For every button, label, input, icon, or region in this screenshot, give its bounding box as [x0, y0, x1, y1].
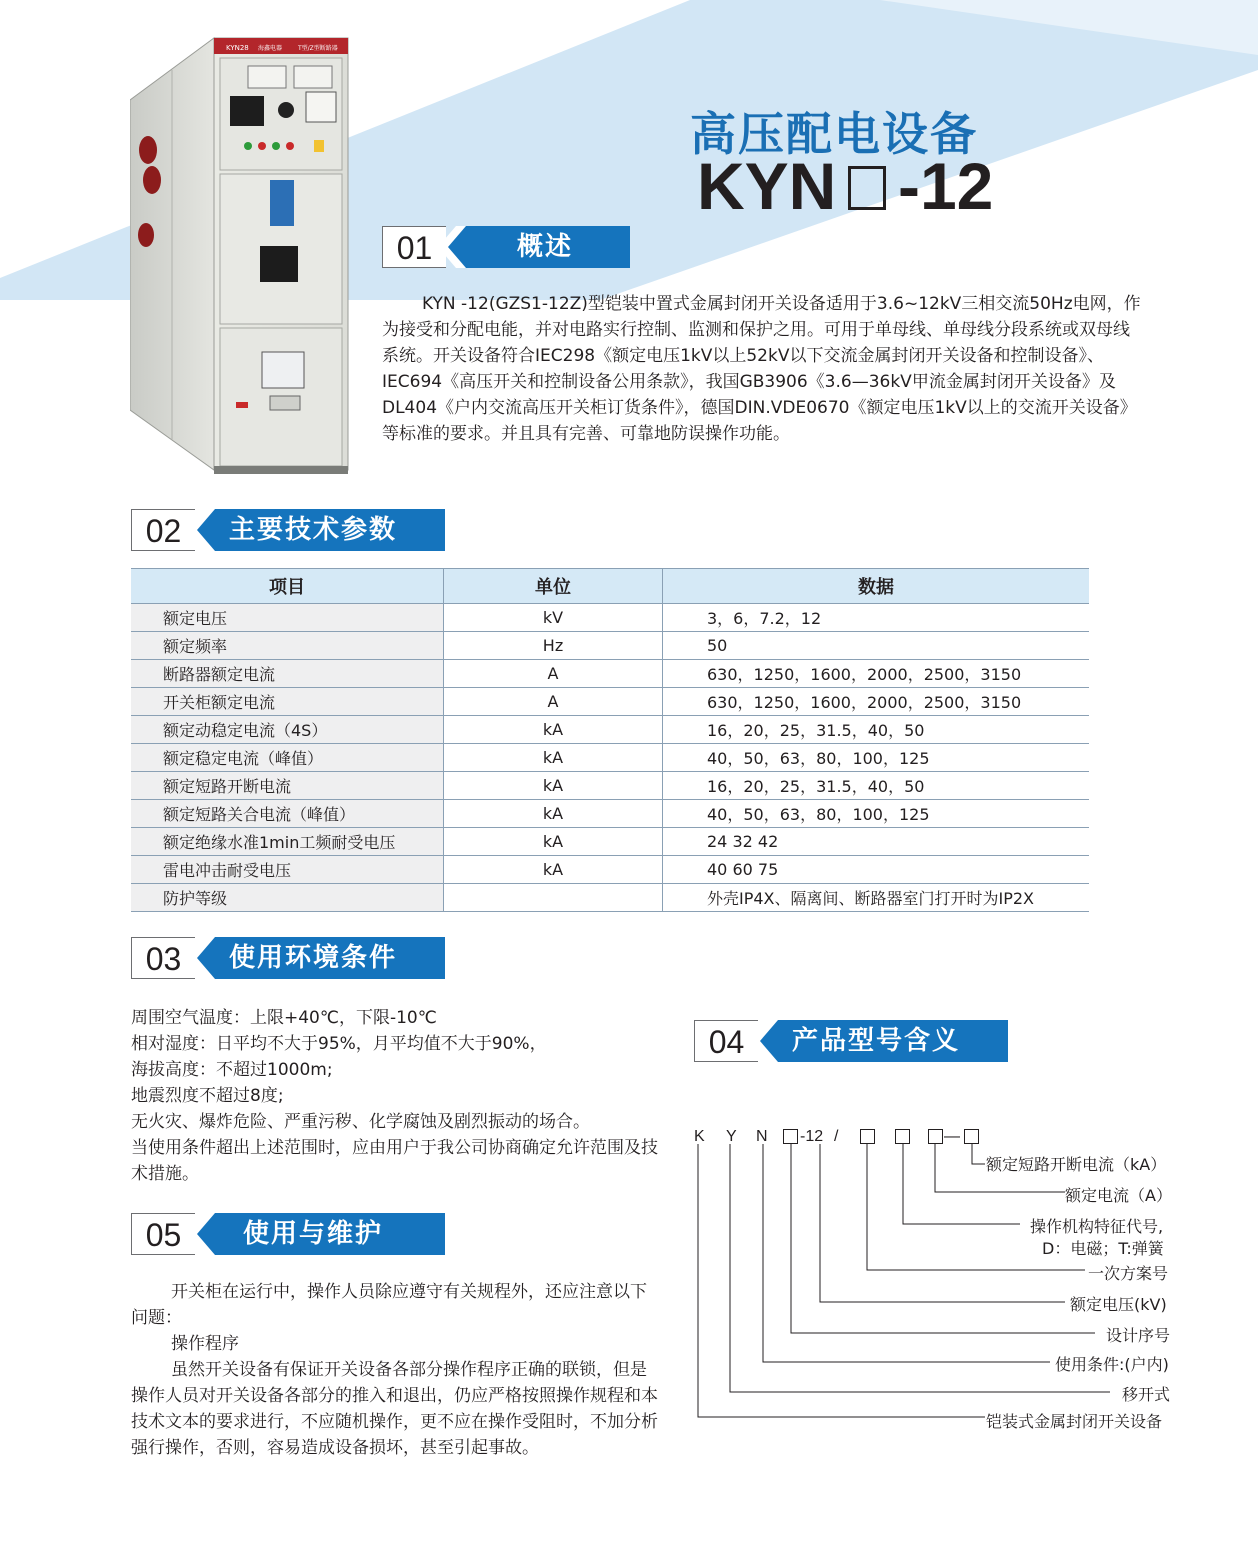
legend-withdrawable: 移开式 — [1122, 1385, 1171, 1404]
maintenance-text — [131, 1279, 661, 1461]
tech-params-table — [131, 568, 1089, 912]
table-header-row — [131, 569, 1089, 604]
env-line: 相对湿度：日平均不大于95%，月平均值不大于90%， — [131, 1034, 547, 1054]
switchgear-cabinet-image — [130, 30, 362, 478]
table-row — [131, 716, 1089, 744]
param-name: 额定短路关合电流（峰值） — [131, 800, 444, 828]
table-row — [131, 632, 1089, 660]
section-title: 产品型号含义 — [792, 1026, 961, 1056]
section-number: 02 — [131, 509, 195, 551]
param-unit: kV — [444, 604, 663, 632]
param-unit: kA — [444, 744, 663, 772]
section-overview-header — [382, 226, 632, 268]
section-title: 概述 — [517, 232, 574, 262]
section-number: 05 — [131, 1213, 195, 1255]
section-title: 使用与维护 — [243, 1219, 384, 1249]
section-title: 使用环境条件 — [229, 943, 398, 973]
param-value: 40，50，63，80，100，125 — [663, 744, 1090, 772]
param-value: 630，1250，1600，2000，2500，3150 — [663, 688, 1090, 716]
legend-mechanism-types: D：电磁；T:弹簧 — [1042, 1239, 1164, 1258]
table-row — [131, 604, 1089, 632]
param-value: 3，6，7.2，12 — [663, 604, 1090, 632]
legend-rated-voltage: 额定电压(kV) — [1070, 1295, 1167, 1314]
legend-breaking-current: 额定短路开断电流（kA） — [986, 1155, 1167, 1174]
param-unit — [444, 884, 663, 912]
param-name: 额定动稳定电流（4S） — [131, 716, 444, 744]
model-prefix: KYN — [697, 149, 837, 223]
param-unit: kA — [444, 856, 663, 884]
param-value: 50 — [663, 632, 1090, 660]
param-name: 开关柜额定电流 — [131, 688, 444, 716]
env-line: 无火灾、爆炸危险、严重污秽、化学腐蚀及剧烈振动的场合。 — [131, 1112, 590, 1132]
table-row — [131, 800, 1089, 828]
model-suffix: -12 — [898, 149, 994, 223]
param-unit: kA — [444, 828, 663, 856]
param-name: 断路器额定电流 — [131, 660, 444, 688]
section-number: 01 — [382, 226, 446, 268]
legend-design-seq: 设计序号 — [1106, 1326, 1171, 1345]
env-line: 当使用条件超出上述范围时，应由用户于我公司协商确定允许范围及技术措施。 — [131, 1138, 658, 1184]
code-letter-n: N — [756, 1128, 768, 1145]
param-unit: A — [444, 688, 663, 716]
param-value: 40，50，63，80，100，125 — [663, 800, 1090, 828]
model-code-leader-lines — [690, 1140, 1130, 1430]
legend-mechanism-code: 操作机构特征代号, — [1030, 1217, 1164, 1236]
table-row — [131, 828, 1089, 856]
environment-conditions — [131, 1005, 671, 1187]
param-name: 额定短路开断电流 — [131, 772, 444, 800]
cabinet-label-model: KYN28 — [226, 44, 249, 52]
section-maintenance-header — [131, 1213, 451, 1255]
param-value: 40 60 75 — [663, 856, 1090, 884]
param-unit: kA — [444, 800, 663, 828]
table-row — [131, 856, 1089, 884]
maint-subheading: 操作程序 — [171, 1334, 239, 1354]
legend-rated-current: 额定电流（A） — [1065, 1186, 1172, 1205]
code-voltage: -12 — [800, 1128, 824, 1145]
maint-paragraph: 虽然开关设备有保证开关设备各部分操作程序正确的联锁，但是操作人员对开关设备各部分的推入和退出，仍应严格按照操作规程和本技术文本的要求进行，不应随机操作，更不应在操作受阻时，不加分析强行操作，否则，容易造成设备损坏，甚至引起事故。 — [131, 1360, 658, 1458]
code-letter-k: K — [694, 1128, 705, 1145]
section-model-meaning-header — [694, 1020, 1014, 1062]
table-row — [131, 772, 1089, 800]
param-name: 额定频率 — [131, 632, 444, 660]
env-line: 地震烈度不超过8度; — [131, 1086, 284, 1106]
param-name: 额定稳定电流（峰值） — [131, 744, 444, 772]
col-header-data: 数据 — [663, 569, 1090, 604]
overview-paragraph: KYN -12(GZS1-12Z)型铠装中置式金属封闭开关设备适用于3.6~12kV三相交流50Hz电网，作为接受和分配电能，并对电路实行控制、监测和保护之用。可用于单母线、单母线分段系统或双母线系统。开关设备符合IEC298《额定电压1kV以上52kV以下交流金属封闭开关设备和控制设备》、IEC694《高压开关和控制设备公用条款》，我国GB3906《3.6—36kV甲流金属封闭开关设备》及DL404《户内交流高压开关柜订货条件》，德国DIN.VDE0670《额定电压1kV以上的交流开关设备》等标准的要求。并且具有完善、可靠地防误操作功能。 — [382, 294, 1141, 444]
param-value: 24 32 42 — [663, 828, 1090, 856]
section-params-header — [131, 509, 451, 551]
maint-paragraph: 开关柜在运行中，操作人员除应遵守有关规程外，还应注意以下问题： — [131, 1282, 647, 1328]
param-name: 防护等级 — [131, 884, 444, 912]
table-row — [131, 884, 1089, 912]
param-name: 雷电冲击耐受电压 — [131, 856, 444, 884]
section-number: 03 — [131, 937, 195, 979]
cabinet-label-type: T型/Z型断路器 — [298, 45, 338, 52]
section-title: 主要技术参数 — [229, 515, 398, 545]
code-letter-y: Y — [726, 1128, 737, 1145]
page-title: 高压配电设备 — [690, 107, 978, 161]
param-value: 16，20，25，31.5，40，50 — [663, 716, 1090, 744]
section-number: 04 — [694, 1020, 758, 1062]
code-slash: / — [834, 1128, 839, 1145]
param-unit: A — [444, 660, 663, 688]
cabinet-label-brand: 海鑫电器 — [258, 45, 283, 52]
param-unit: kA — [444, 772, 663, 800]
param-name: 额定绝缘水准1min工频耐受电压 — [131, 828, 444, 856]
legend-scheme-no: 一次方案号 — [1088, 1264, 1169, 1283]
col-header-unit: 单位 — [444, 569, 663, 604]
param-name: 额定电压 — [131, 604, 444, 632]
param-value: 外壳IP4X、隔离间、断路器室门打开时为IP2X — [663, 884, 1090, 912]
env-line: 海拔高度：不超过1000m; — [131, 1060, 333, 1080]
code-dash: — — [944, 1128, 960, 1145]
table-row — [131, 660, 1089, 688]
legend-metal-enclosed: 铠装式金属封闭开关设备 — [986, 1412, 1163, 1431]
section-environment-header — [131, 937, 451, 979]
table-row — [131, 744, 1089, 772]
table-row — [131, 688, 1089, 716]
param-unit: Hz — [444, 632, 663, 660]
col-header-item: 项目 — [131, 569, 444, 604]
env-line: 周围空气温度：上限+40℃，下限-10℃ — [131, 1008, 437, 1028]
param-value: 16，20，25，31.5，40，50 — [663, 772, 1090, 800]
legend-usage-condition: 使用条件:(户内) — [1055, 1355, 1169, 1374]
param-unit: kA — [444, 716, 663, 744]
model-placeholder-box — [848, 166, 886, 210]
param-value: 630，1250，1600，2000，2500，3150 — [663, 660, 1090, 688]
